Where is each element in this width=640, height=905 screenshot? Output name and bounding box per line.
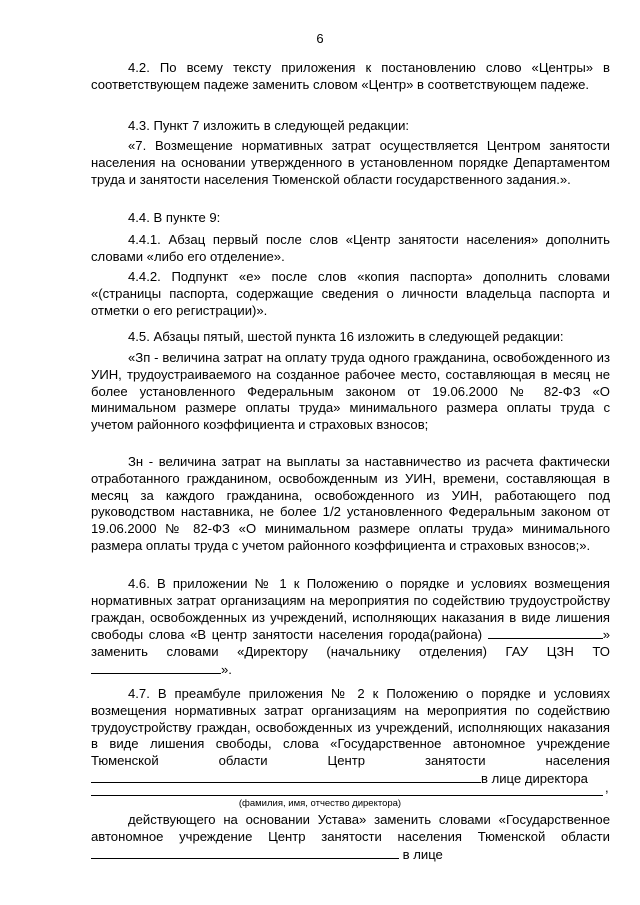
paragraph-item-7: «7. Возмещение нормативных затрат осуществляется Центром занятости населения на основании утвержденного в установленном порядке Департаментом труда и занятости населения Тюменской области государственного задания.». (91, 138, 610, 187)
paragraph-4-7-cont-text-b: в лице (402, 846, 443, 862)
paragraph-4-4: 4.4. В пункте 9: (128, 210, 221, 225)
signature-line-director (91, 795, 603, 796)
paragraph-4-6-text-c: ». (221, 661, 232, 677)
paragraph-4-7 (91, 686, 610, 788)
paragraph-zn: Зн - величина затрат на выплаты за наставничество из расчета фактически отработанного гражданином, освобожденным из УИН, времени, составляющая в месяц за каждого гражданина, освобожденного из УИН, работающего под руководством наставника, не более 1/2 установленного Федеральным законом от 19.06.2000 № 82-ФЗ «О минимальном размере оплаты труда» минимального размера оплаты труда с учетом районного коэффициента и страховых взносов;». (91, 454, 610, 553)
paragraph-4-4-1: 4.4.1. Абзац первый после слов «Центр занятости населения» дополнить словами «либо его отделение». (91, 232, 610, 264)
blank-line-center-name (91, 846, 399, 859)
paragraph-4-6-text-a: 4.6. В приложении № 1 к Положению о порядке и условиях возмещения нормативных затрат организациям на мероприятия по содействию трудоустройству граждан, освобожденных из учреждений, исполняющих наказания в виде лишения свободы слова «В центр занятости населения города(района) (91, 576, 610, 643)
paragraph-4-7-cont-text-a: действующего на основании Устава» заменить словами «Государственное автономное учреждение Центр занятости населения Тюменской области (91, 812, 610, 844)
blank-line-branch (91, 661, 221, 674)
paragraph-4-7-text-a: 4.7. В преамбуле приложения № 2 к Положению о порядке и условиях возмещения нормативных затрат организациям на мероприятия по содействию трудоустройству граждан, освобожденных из учреждений, исполняющих наказания в виде лишения свободы, слова «Государственное автономное учреждение Тюменской области Центр занятости населения (91, 686, 610, 769)
paragraph-4-3: 4.3. Пункт 7 изложить в следующей редакции: (128, 118, 410, 133)
director-name-caption: (фамилия, имя, отчество директора) (238, 798, 402, 809)
comma-mark: , (605, 780, 609, 795)
paragraph-4-5: 4.5. Абзацы пятый, шестой пункта 16 изложить в следующей редакции: (128, 329, 564, 344)
page-number: 6 (316, 31, 324, 46)
paragraph-4-6 (91, 576, 610, 679)
paragraph-4-2: 4.2. По всему тексту приложения к постановлению слово «Центры» в соответствующем падеже заменить словом «Центр» в соответствующем падеже. (91, 60, 610, 92)
paragraph-4-6-text-b: » заменить словами «Директору (начальнику отделения) ГАУ ЦЗН ТО (91, 627, 610, 660)
paragraph-4-7-text-b: в лице директора (481, 770, 588, 786)
paragraph-zp: «Зп - величина затрат на оплату труда одного гражданина, освобожденного из УИН, трудоустраиваемого на созданное рабочее место, составляющая в месяц не более установленного Федеральным законом от 19.06.2000 № 82-ФЗ «О минимальном размере оплаты труда» минимального размера оплаты труда с учетом районного коэффициента и страховых взносов; (91, 350, 610, 433)
blank-line-city (488, 626, 603, 639)
blank-line-center (91, 770, 481, 783)
paragraph-4-4-2: 4.4.2. Подпункт «е» после слов «копия паспорта» дополнить словами «(страницы паспорта, содержащие сведения о личности владельца паспорта и отметки о его регистрации)». (91, 269, 610, 318)
paragraph-4-7-continued (91, 812, 610, 863)
